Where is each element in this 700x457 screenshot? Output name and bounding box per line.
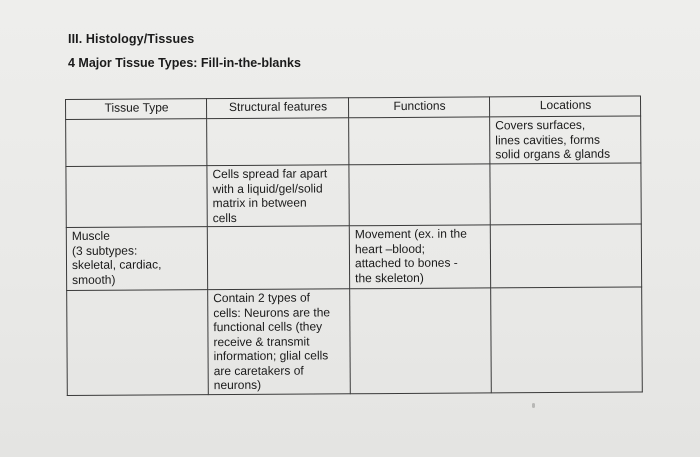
table-cell: Covers surfaces, lines cavities, forms solid organs & glands xyxy=(490,116,641,164)
table-cell: Contain 2 types of cells: Neurons are the functional cells (they receive & transmit information; glial cells are caretakers of neurons) xyxy=(208,289,351,394)
table-row xyxy=(66,224,641,291)
section-subheading: 4 Major Tissue Types: Fill-in-the-blanks xyxy=(68,56,301,70)
tissue-types-table xyxy=(65,95,643,395)
table-cell[interactable] xyxy=(207,226,349,290)
table-cell[interactable] xyxy=(490,224,641,288)
table-cell[interactable] xyxy=(491,287,643,392)
header-functions: Functions xyxy=(348,97,489,118)
table-cell[interactable] xyxy=(490,163,641,225)
header-tissue-type: Tissue Type xyxy=(66,99,207,120)
table-cell[interactable] xyxy=(349,117,490,165)
table-cell[interactable] xyxy=(207,118,349,166)
table-row xyxy=(67,287,643,395)
paper-mark xyxy=(532,403,535,408)
table-cell: Movement (ex. in the heart –blood; attached to bones - the skeleton) xyxy=(349,225,490,289)
table-cell[interactable] xyxy=(67,290,209,395)
table-cell: Cells spread far apart with a liquid/gel/solid matrix in between cells xyxy=(207,165,349,227)
table-cell[interactable] xyxy=(66,119,207,167)
table-row xyxy=(66,163,641,228)
header-locations: Locations xyxy=(489,96,640,117)
table-cell[interactable] xyxy=(350,288,492,393)
table-cell: Muscle (3 subtypes: skeletal, cardiac, smooth) xyxy=(66,227,207,291)
table-row xyxy=(66,116,641,167)
section-heading: III. Histology/Tissues xyxy=(68,32,195,46)
table-cell[interactable] xyxy=(349,164,490,226)
table-cell[interactable] xyxy=(66,166,207,228)
header-structural-features: Structural features xyxy=(207,98,349,119)
